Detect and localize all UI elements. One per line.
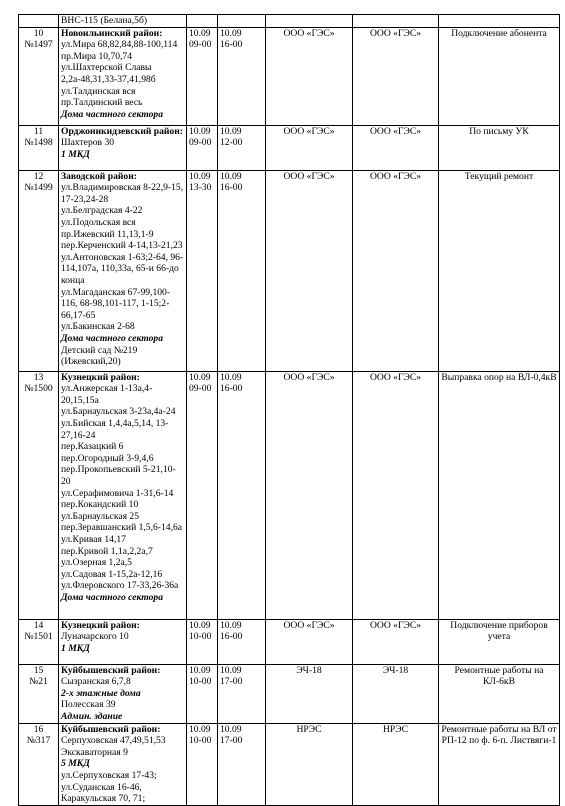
table-row [19,125,560,170]
address-line: Серпуховская 47,49,51,53 [61,735,166,747]
start-date: 10.09 [189,170,211,182]
executor-org: НРЭС [296,723,322,735]
address-line: ул.Барнаульская 3-23а,4а-24 [61,406,176,418]
address-cell [59,170,187,371]
executor-cell [266,170,353,371]
row-number-cell [19,27,59,125]
address-line: ул.Флеровского 17-33,26-36а [61,580,179,592]
end-date: 10.09 [220,619,242,631]
address-line: ул.Озерная 1,2а,5 [61,557,132,569]
request-number: №317 [26,735,51,747]
outage-schedule-table [18,14,560,806]
start-date: 10.09 [189,723,211,735]
start-date: 10.09 [189,27,211,39]
responsible-cell [353,371,439,619]
address-line: ул.Серпуховская 17-43; [61,769,157,781]
table-row [19,723,560,805]
responsible-cell [353,170,439,371]
start-time-cell [187,27,218,125]
end-time-cell [218,125,266,170]
district-name: Заводской район: [61,170,137,182]
end-date: 10.09 [220,27,242,39]
executor-org: ЭЧ-18 [296,664,322,676]
row-number: 16 [33,723,44,735]
executor-org: ООО «ГЭС» [283,170,335,182]
responsible-cell [353,27,439,125]
district-name: Орджоникидзевский район: [61,125,183,137]
address-cell [59,619,187,664]
housing-note: Дома частного сектора [61,108,164,120]
district-name: Кузнецкий район: [61,371,140,383]
address-line: ул.Белградская 4-22 [61,205,143,217]
responsible-org: ЭЧ-18 [382,664,409,676]
start-date: 10.09 [189,125,211,137]
address-line: Сызранская 6,7,8 [61,676,131,688]
outage-reason: Ремонтные работы на КЛ-6кВ [454,664,544,688]
row-number: 12 [33,170,44,182]
row-number-cell [19,170,59,371]
request-number: №21 [29,676,48,688]
address-line: ул.Серафимовича 1-31,6-14 [61,487,174,499]
responsible-cell [353,664,439,723]
outage-reason: Выправка опор на ВЛ-0,4кВ [441,371,557,383]
address-cell [59,664,187,723]
address-cell [59,371,187,619]
executor-org: ООО «ГЭС» [283,125,335,137]
request-number: №1501 [24,631,53,643]
responsible-org: ООО «ГЭС» [369,27,422,39]
reason-cell [439,723,560,805]
start-time: 13-30 [189,182,212,194]
address-line: пер.Зеравшанский 1,5,6-14,6а [61,522,183,534]
responsible-org: НРЭС [383,723,408,735]
row-number: 10 [33,27,44,39]
end-date: 10.09 [220,371,242,383]
address-line: пер.Кокандский 10 [61,499,139,511]
address-line: пр.Ижевский 11,13,1-9 [61,228,154,240]
table-row [19,664,560,723]
executor-cell [266,125,353,170]
housing-note: Дома частного сектора [61,332,164,344]
table-row-fragment [19,15,560,28]
executor-cell [266,27,353,125]
address-line: ул.Антоновская 1-63;2-64, 96-114,107а, 110,33а, 65-и 66-до конца [61,251,184,286]
executor-org: ООО «ГЭС» [283,371,335,383]
address-line: Экскаваторная 9 [61,746,128,758]
outage-reason: Текущий ремонт [464,170,534,182]
address-line: ул.Мира 68,82,84,88-100,114 [61,39,178,51]
address-line: пер.Прокопьевский 5-21,10-20 [61,464,176,487]
row-number-cell [19,619,59,664]
address-cell [59,27,187,125]
end-date: 10.09 [220,170,242,182]
request-number: №1499 [24,182,53,194]
address-line: ул.Бийская 1,4,4а,5,14, 13-27,16-24 [61,417,169,441]
end-time: 16-00 [220,631,243,643]
end-time-cell [218,664,266,723]
request-number: №1498 [24,137,53,149]
end-time-cell [218,27,266,125]
end-time-cell [218,371,266,619]
start-time: 09-00 [189,383,212,395]
address-line: ул.Магаданская 67-99,100-116, 68-98,101-117, 1-15;2-66,17-65 [61,286,171,321]
end-time-cell [218,170,266,371]
end-time: 16-00 [220,39,243,51]
reason-cell [439,619,560,664]
start-time-cell [187,170,218,371]
address-line: ул.Барнаульская 25 [61,510,140,522]
address-line: Полесская 39 [61,699,116,711]
responsible-org: ООО «ГЭС» [369,125,422,137]
end-date: 10.09 [220,723,242,735]
address-line: ул.Суданская 16-46, [61,781,142,793]
end-time: 17-00 [220,735,243,747]
executor-cell [266,371,353,619]
district-name: Куйбышевский район: [61,664,161,676]
end-time-cell [218,619,266,664]
request-number: №1497 [24,39,53,51]
address-line: Луначарского 10 [61,631,129,643]
end-time: 17-00 [220,676,243,688]
end-time: 16-00 [220,182,243,194]
start-time-cell [187,723,218,805]
district-name: Куйбышевский район: [61,723,161,735]
responsible-org: ООО «ГЭС» [369,170,422,182]
responsible-org: ООО «ГЭС» [369,371,422,383]
address-line: пер.Кривой 1,1а,2,2а,7 [61,545,153,557]
row-number-cell [19,723,59,805]
table-row [19,27,560,125]
address-cell [59,125,187,170]
start-time-cell [187,664,218,723]
housing-note: 2-х этажные дома [61,687,141,699]
outage-reason: Подключение абонента [451,27,547,39]
reason-cell [439,371,560,619]
end-date: 10.09 [220,664,242,676]
address-line: Детский сад №219 (Ижевский,20) [61,344,138,368]
end-time: 12-00 [220,137,243,149]
responsible-cell [353,125,439,170]
end-date: 10.09 [220,125,242,137]
address-line: ул.Садовая 1-15,2а-12,16 [61,568,163,580]
outage-reason: Подключение приборов учета [450,619,548,643]
address-line: пр.Мира 10,70,74 [61,50,133,62]
executor-org: ООО «ГЭС» [283,619,335,631]
row-number-cell [19,371,59,619]
reason-cell [439,664,560,723]
district-name: Новоильинский район: [61,27,163,39]
responsible-cell [353,723,439,805]
responsible-org: ООО «ГЭС» [369,619,422,631]
address-cell [59,723,187,805]
outage-reason: Ремонтные работы на ВЛ от РП-12 по ф. 6-п. Листвяги-1 [441,723,557,747]
row-number-cell [19,664,59,723]
address-line: ул.Шахтерской Славы 2,2а-48,31,33-37,41,98б [61,62,156,85]
address-line: ул.Бакинская 2-68 [61,321,135,333]
start-date: 10.09 [189,664,211,676]
request-number: №1500 [24,383,53,395]
row-number: 14 [33,619,44,631]
table-row [19,170,560,371]
start-date: 10.09 [189,619,211,631]
address-line: пер.Керченский 4-14,13-21,23 [61,240,183,252]
start-time: 09-00 [189,137,212,149]
address-line: ВНС-115 (Белана,5б) [61,15,148,26]
start-time-cell [187,619,218,664]
address-line: ул.Кривая 14,17 [61,533,126,545]
table-row [19,619,560,664]
reason-cell [439,170,560,371]
row-number-cell [19,125,59,170]
responsible-cell [353,619,439,664]
start-time-cell [187,125,218,170]
address-line: пер.Огородный 3-9,4,6 [61,452,154,464]
housing-note: Дома частного сектора [61,591,164,603]
end-time: 16-00 [220,383,243,395]
address-cell [59,15,187,28]
row-number: 13 [33,371,44,383]
start-date: 10.09 [189,371,211,383]
outage-reason: По письму УК [469,125,529,137]
address-line: пр.Талдинский весь [61,97,143,109]
housing-note: 1 МКД [61,642,90,654]
start-time: 10-00 [189,735,212,747]
housing-note: 1 МКД [61,148,90,160]
table-body [19,27,560,805]
start-time: 09-00 [189,39,212,51]
table-row [19,371,560,619]
row-number: 15 [33,664,44,676]
address-line: ул.Подольская вся [61,216,136,228]
executor-cell [266,619,353,664]
executor-cell [266,664,353,723]
district-name: Кузнецкий район: [61,619,140,631]
end-time-cell [218,723,266,805]
reason-cell [439,125,560,170]
address-line: Каракульская 70, 71; [61,793,146,805]
reason-cell [439,27,560,125]
address-line: ул.Талдинская вся [61,85,136,97]
executor-org: ООО «ГЭС» [283,27,335,39]
address-line: пер.Казацкий 6 [61,441,124,453]
start-time: 10-00 [189,676,212,688]
row-number: 11 [33,125,44,137]
housing-note: 5 МКД [61,758,90,770]
address-line: Шахтеров 30 [61,137,115,149]
executor-cell [266,723,353,805]
start-time-cell [187,371,218,619]
start-time: 10-00 [189,631,212,643]
housing-note: Админ. здание [61,710,123,722]
address-line: ул.Владимировская 8-22,9-15, 17-23,24-28 [61,182,184,205]
address-line: ул.Анжерская 1-13а,4-20,15,15а [61,383,153,406]
